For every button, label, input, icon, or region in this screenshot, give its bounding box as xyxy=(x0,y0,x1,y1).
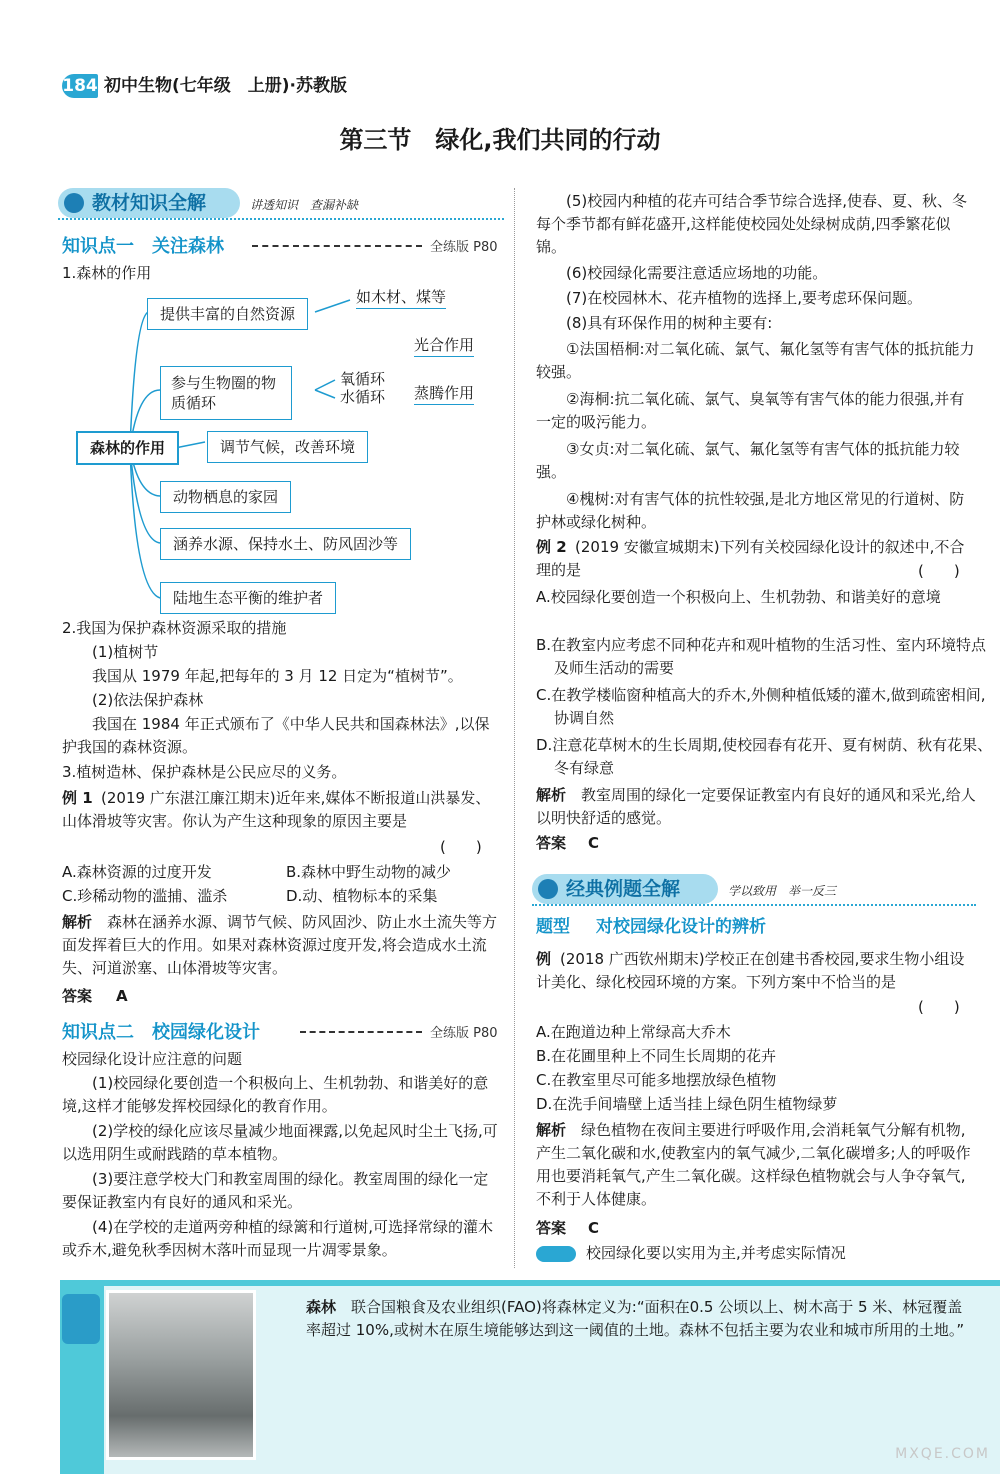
example-1-bracket: ( ) xyxy=(440,838,482,856)
footer-tab xyxy=(62,1294,100,1344)
example-1-option-c: C.珍稀动物的滥捕、滥杀 xyxy=(62,887,228,905)
kp2-item-8: (8)具有环保作用的树种主要有: xyxy=(566,314,773,332)
example-3-bracket: ( ) xyxy=(918,998,960,1016)
text-arbor-day: 我国从 1979 年起,把每年的 3 月 12 日定为“植树节”。 xyxy=(92,667,463,685)
example-1-label: 例 1 xyxy=(62,789,93,807)
mindmap-branch-water: 涵养水源、保持水土、防风固沙等 xyxy=(160,528,411,560)
heading-protection: 2.我国为保护森林资源采取的措施 xyxy=(62,619,287,637)
divider-2 xyxy=(532,904,976,906)
tree-privet: ③女贞:对二氧化硫、氯气、氟化氢等有害气体的抵抗能力较强。 xyxy=(536,440,960,481)
banner-textbook xyxy=(58,188,240,218)
heading-forest-role: 1.森林的作用 xyxy=(62,264,152,282)
question-type-label: 题型 xyxy=(536,917,570,937)
example-3-option-d: D.在洗手间墙壁上适当挂上绿色阴生植物绿萝 xyxy=(536,1095,838,1113)
mindmap-branch-cycle: 参与生物圈的物质循环 xyxy=(160,366,292,420)
heading-duty: 3.植树造林、保护森林是公民应尽的义务。 xyxy=(62,763,347,781)
banner-examples xyxy=(532,874,718,904)
example-2-label: 例 2 xyxy=(536,538,567,556)
example-1-option-b: B.森林中野生动物的减少 xyxy=(286,863,452,881)
example-3-option-b: B.在花圃里种上不同生长周期的花卉 xyxy=(536,1047,777,1065)
example-2-option-c: C.在教学楼临窗种植高大的乔木,外侧种植低矮的灌木,做到疏密相间,协调自然 xyxy=(536,686,986,727)
mindmap-note-wood: 如木材、煤等 xyxy=(356,286,446,309)
list-arbor-day: (1)植树节 xyxy=(92,643,159,661)
example-2-bracket: ( ) xyxy=(918,562,960,580)
kp2-item-1: (1)校园绿化要创造一个积极向上、生机勃勃、和谐美好的意境,这样才能够发挥校园绿化的教育作用。 xyxy=(62,1074,489,1115)
example-1-option-d: D.动、植物标本的采集 xyxy=(286,887,438,905)
example-2-answer: C xyxy=(588,834,600,852)
kp2-item-3: (3)要注意学校大门和教室周围的绿化。教室周围的绿化一定要保证教室内有良好的通风和采光。 xyxy=(62,1170,489,1211)
mindmap-branch-balance: 陆地生态平衡的维护者 xyxy=(160,582,336,614)
example-3-answer: C xyxy=(588,1219,600,1237)
example-3-option-c: C.在教室里尽可能多地摆放绿色植物 xyxy=(536,1071,777,1089)
mindmap-branch-climate: 调节气候，改善环境 xyxy=(207,431,368,463)
mindmap-root: 森林的作用 xyxy=(76,431,179,465)
example-2-text: (2019 安徽宣城期末)下列有关校园绿化设计的叙述中,不合理的是 xyxy=(536,538,965,579)
divider xyxy=(58,218,504,220)
knowledge-point-2-title: 知识点二 校园绿化设计 xyxy=(62,1022,260,1043)
kp2-item-4: (4)在学校的走道两旁种植的绿篱和行道树,可选择常绿的灌木或乔木,避免秋季因树木落叶而显现一片凋零景象。 xyxy=(62,1218,494,1259)
list-law: (2)依法保护森林 xyxy=(92,691,204,709)
example-2-option-a: A.校园绿化要创造一个积极向上、生机勃勃、和谐美好的意境 xyxy=(536,588,941,606)
dotted-leader xyxy=(252,245,422,247)
mindmap-note-transpiration: 蒸腾作用 xyxy=(414,382,474,405)
knowledge-point-2-ref: 全练版 P80 xyxy=(430,1026,498,1041)
tree-pittosporum: ②海桐:抗二氧化硫、氯气、臭氧等有害气体的能力很强,并有一定的吸污能力。 xyxy=(536,390,965,431)
mindmap-branch-resources: 提供丰富的自然资源 xyxy=(147,298,308,330)
forest-photo xyxy=(106,1290,256,1460)
section-title: 第三节 绿化,我们共同的行动 xyxy=(339,126,661,154)
footer-definition: 联合国粮食及农业组织(FAO)将森林定义为:“面积在0.5 公顷以上、树木高于 5 米、林冠覆盖率超过 10%,或树木在原生境能够达到这一阈值的土地。森林不包括主要为农业和城市所用的土地。” xyxy=(306,1298,965,1339)
tip-icon xyxy=(536,1246,576,1262)
mindmap-branch-habitat: 动物栖息的家园 xyxy=(160,481,291,513)
example-1-answer-label: 答案 xyxy=(62,987,93,1005)
example-2-option-b: B.在教室内应考虑不同种花卉和观叶植物的生活习性、室内环境特点及师生活动的需要 xyxy=(536,636,987,677)
kp2-heading: 校园绿化设计应注意的问题 xyxy=(62,1050,243,1068)
banner-examples-title: 经典例题全解 xyxy=(566,878,681,900)
example-3-option-a: A.在跑道边种上常绿高大乔木 xyxy=(536,1023,731,1041)
knowledge-point-1-title: 知识点一 关注森林 xyxy=(62,236,224,257)
footer-term: 森林 xyxy=(306,1298,337,1316)
mindmap-water-cycle: 水循环 xyxy=(340,388,386,406)
mindmap-oxygen-cycle: 氧循环 xyxy=(340,370,386,388)
kp2-item-6: (6)校园绿化需要注意适应场地的功能。 xyxy=(566,264,828,282)
tip-text: 校园绿化要以实用为主,并考虑实际情况 xyxy=(586,1244,846,1262)
banner-subtitle: 讲透知识 查漏补缺 xyxy=(250,198,359,212)
example-3-text: (2018 广西钦州期末)学校正在创建书香校园,要求生物小组设计美化、绿化校园环境的方案。下列方案中不恰当的是 xyxy=(536,950,965,991)
tree-locust: ④槐树:对有害气体的抗性较强,是北方地区常见的行道树、防护林或绿化树种。 xyxy=(536,490,965,531)
column-divider xyxy=(514,188,515,1268)
example-1-option-a: A.森林资源的过度开发 xyxy=(62,863,212,881)
example-2-option-d: D.注意花草树木的生长周期,使校园春有花开、夏有树荫、秋有花果、冬有绿意 xyxy=(536,736,993,777)
example-1-answer: A xyxy=(116,987,128,1005)
example-1-analysis: 森林在涵养水源、调节气候、防风固沙、防止水土流失等方面发挥着巨大的作用。如果对森林资源过度开发,将会造成水土流失、河道淤塞、山体滑坡等灾害。 xyxy=(62,913,498,977)
example-1-text: (2019 广东湛江廉江期末)近年来,媒体不断报道山洪暴发、山体滑坡等灾害。你认为产生这种现象的原因主要是 xyxy=(62,789,491,830)
kp2-item-2: (2)学校的绿化应该尽量减少地面裸露,以免起风时尘土飞扬,可以选用阴生或耐践踏的草本植物。 xyxy=(62,1122,498,1163)
example-2-answer-label: 答案 xyxy=(536,834,567,852)
example-3-analysis-label: 解析 xyxy=(536,1121,567,1139)
example-2-analysis-label: 解析 xyxy=(536,786,567,804)
question-type-title: 对校园绿化设计的辨析 xyxy=(596,917,766,937)
example-2-analysis: 教室周围的绿化一定要保证教室内有良好的通风和采光,给人以明快舒适的感觉。 xyxy=(536,786,976,827)
text-law: 我国在 1984 年正式颁布了《中华人民共和国森林法》,以保护我国的森林资源。 xyxy=(62,715,490,756)
example-3-analysis: 绿色植物在夜间主要进行呼吸作用,会消耗氧气分解有机物,产生二氧化碳和水,使教室内的氧气减少,二氧化碳增多;人的呼吸作用也要消耗氧气,产生二氧化碳。这样绿色植物就会与人争夺氧气,不利于人体健康。 xyxy=(536,1121,971,1208)
example-3-answer-label: 答案 xyxy=(536,1219,567,1237)
kp2-item-5: (5)校园内种植的花卉可结合季节综合选择,使春、夏、秋、冬每个季节都有鲜花盛开,这样能使校园处处绿树成荫,四季繁花似锦。 xyxy=(536,192,968,256)
banner-icon xyxy=(538,879,558,899)
mindmap-note-photosynthesis: 光合作用 xyxy=(414,334,474,357)
dotted-leader-2 xyxy=(300,1031,422,1033)
banner-icon xyxy=(64,193,84,213)
example-1-analysis-label: 解析 xyxy=(62,913,93,931)
kp2-item-7: (7)在校园林木、花卉植物的选择上,要考虑环保问题。 xyxy=(566,289,923,307)
knowledge-point-1-ref: 全练版 P80 xyxy=(430,240,498,255)
banner-examples-subtitle: 学以致用 举一反三 xyxy=(728,884,837,898)
watermark: MXQE.COM xyxy=(895,1446,990,1462)
banner-title: 教材知识全解 xyxy=(92,192,207,214)
book-title: 初中生物(七年级 上册)·苏教版 xyxy=(104,76,347,96)
tree-plane: ①法国梧桐:对二氧化硫、氯气、氟化氢等有害气体的抵抗能力较强。 xyxy=(536,340,975,381)
example-3-label: 例 xyxy=(536,950,552,968)
page-number: 184 xyxy=(62,76,98,96)
